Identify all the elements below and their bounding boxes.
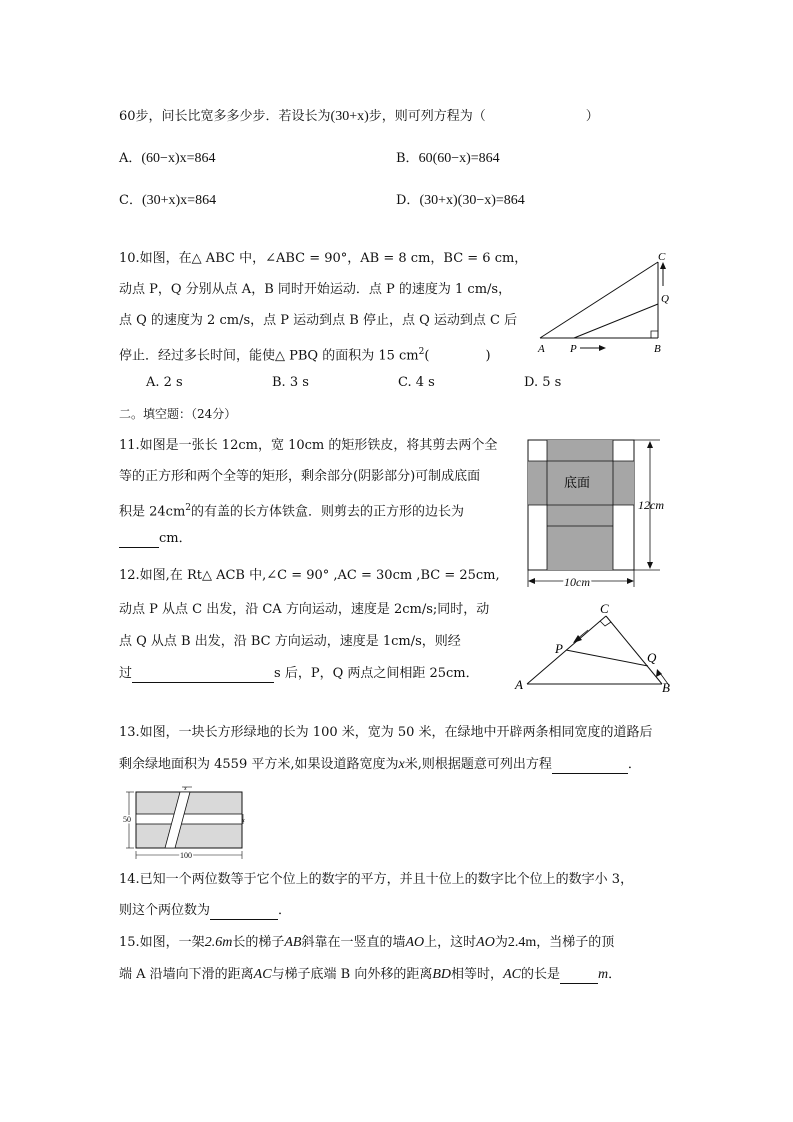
q10-arrowhead-q xyxy=(660,262,666,269)
q9-option-d[interactable]: D．(30+x)(30−x)=864 xyxy=(396,193,525,208)
q14-answer-blank[interactable] xyxy=(210,919,278,920)
q14-line2: 则这个两位数为 ． xyxy=(119,903,292,918)
q9-expr: (30+x) xyxy=(330,109,369,124)
q10-line3: 点 Q 的速度为 2 cm/s，点 P 运动到点 B 停止，点 Q 运动到点 C 后 xyxy=(119,313,518,328)
q11-base-label: 底面 xyxy=(564,475,591,490)
q9-option-b[interactable]: B．60(60−x)=864 xyxy=(396,151,500,166)
q12-right-angle-mark xyxy=(600,621,611,626)
q10-option-c[interactable]: C. 4 s xyxy=(398,375,435,390)
q9-option-a[interactable]: A．(60−x)x=864 xyxy=(119,151,216,166)
q10-arrowhead-p xyxy=(599,345,606,351)
q15-line1: 15.如图，一架2.6m长的梯子AB斜靠在一竖直的墙AO上，这时AO为2.4m，当梯子的顶 xyxy=(119,935,615,950)
q10-label-b: B xyxy=(654,343,661,355)
q11-line2: 等的正方形和两个全等的矩形，剩余部分(阴影部分)可制成底面 xyxy=(119,469,481,484)
q10-option-b[interactable]: B. 3 s xyxy=(272,375,309,390)
q10-segment-ac xyxy=(540,262,658,338)
q12-label-b: B xyxy=(662,680,670,695)
q10-line4: 停止．经过多长时间，能使△ PBQ 的面积为 15 $cm^2$( ) xyxy=(119,347,491,364)
q10-triangle-figure xyxy=(530,250,680,360)
q12-line4: 过 s 后，P，Q 两点之间相距 25cm． xyxy=(119,666,479,681)
q11-line3: 积是 $24cm^2$的有盖的长方体铁盒．则剪去的正方形的边长为 xyxy=(119,503,465,520)
q10-option-d[interactable]: D. 5 s xyxy=(524,375,562,390)
q12-line3: 点 Q 从点 B 出发，沿 BC 方向运动，速度是 1cm/s，则经 xyxy=(119,634,461,649)
q15-line2: 端 A 沿墙向下滑的距离AC与梯子底端 B 向外移的距离BD相等时，AC的长是 m． xyxy=(119,967,622,982)
q13-road-right-label: x xyxy=(242,818,245,824)
q10-right-angle-mark xyxy=(651,331,658,338)
q13-line2: 剩余绿地面积为 4559 平方米,如果设道路宽度为x米,则根据题意可列出方程 ． xyxy=(119,757,641,772)
section-fill-blank-title: 二。填空题：（24分） xyxy=(119,407,237,421)
q11-line4: cm． xyxy=(119,530,192,548)
q12-line2: 动点 P 从点 C 出发，沿 CA 方向运动，速度是 2cm/s;同时，动 xyxy=(119,602,490,617)
q11-answer-blank[interactable] xyxy=(119,547,159,548)
q10-label-p: P xyxy=(570,343,577,355)
q9-option-c[interactable]: C．(30+x)x=864 xyxy=(119,193,217,208)
q10-line1: 10.如图，在△ ABC 中，∠ABC = 90°，AB = 8 cm，BC = 6 cm， xyxy=(119,251,528,266)
q10-option-a[interactable]: A. 2 s xyxy=(146,375,183,390)
q12-triangle-figure xyxy=(510,600,680,695)
q13-road-top-label: x xyxy=(184,786,187,792)
q13-horizontal-road xyxy=(136,814,242,824)
q13-width-label: 100 xyxy=(180,851,192,860)
q11-width-label: 10cm xyxy=(564,575,590,589)
q12-label-a: A xyxy=(515,677,523,692)
q12-line1: 12.如图,在 Rt△ ACB 中,∠C = 90° ,AC = 30cm ,BC = 25cm, xyxy=(119,568,500,583)
q12-label-q: Q xyxy=(647,650,657,665)
q10-label-q: Q xyxy=(661,293,669,305)
q12-label-p: P xyxy=(555,641,563,656)
q10-label-a: A xyxy=(538,343,545,355)
q13-answer-blank[interactable] xyxy=(552,773,628,774)
q12-label-c: C xyxy=(600,601,609,616)
q10-segment-pq xyxy=(574,304,658,338)
q11-sheet-figure xyxy=(522,435,682,593)
q12-answer-blank[interactable] xyxy=(132,682,274,683)
q14-line1: 14.已知一个两位数等于它个位上的数字的平方，并且十位上的数字比个位上的数字小 3， xyxy=(119,872,634,887)
q9-line1: 60步，问长比宽多多少步．若设长为(30+x)步，则可列方程为（ ） xyxy=(119,109,599,124)
q11-line1: 11.如图是一张长 12cm，宽 10cm 的矩形铁皮，将其剪去两个全 xyxy=(119,438,498,453)
q13-line1: 13.如图，一块长方形绿地的长为 100 米，宽为 50 米，在绿地中开辟两条相同宽度的道路后 xyxy=(119,725,653,740)
q11-height-label: 12cm xyxy=(638,498,664,512)
q10-label-c: C xyxy=(658,251,666,263)
q13-field-figure xyxy=(122,784,252,862)
q15-answer-blank[interactable] xyxy=(560,983,598,984)
q10-line2: 动点 P，Q 分别从点 A，B 同时开始运动．点 P 的速度为 1 cm/s， xyxy=(119,282,512,297)
q13-height-label: 50 xyxy=(123,815,131,824)
